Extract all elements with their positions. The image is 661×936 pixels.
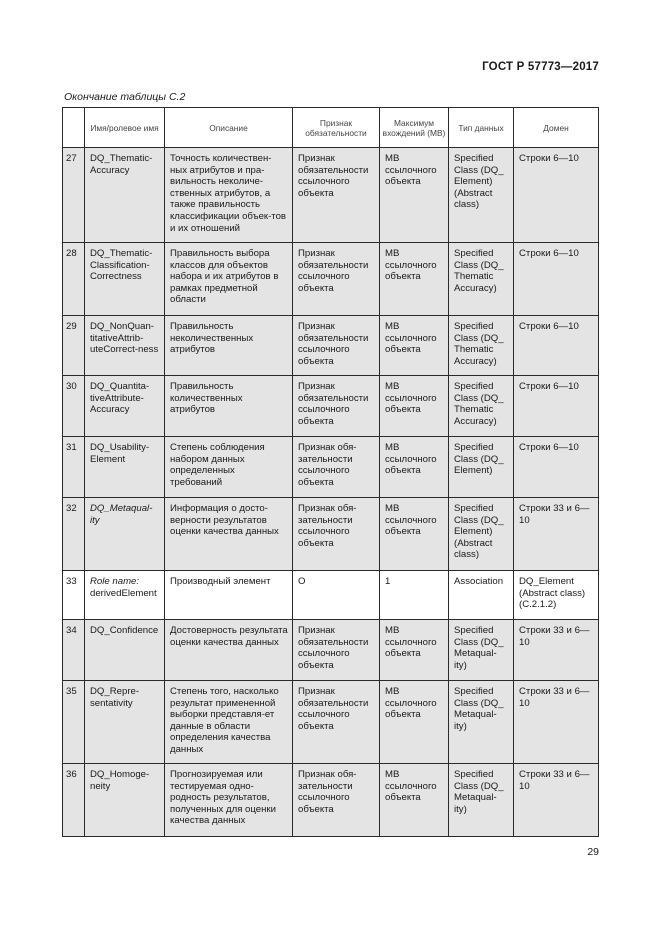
row-name: DQ_Thematic-Accuracy <box>85 148 165 243</box>
row-obligation: Признак обя-зательности ссылочного объекта <box>293 764 380 837</box>
row-number: 33 <box>63 571 85 620</box>
attributes-table <box>62 107 599 837</box>
row-number: 29 <box>63 316 85 376</box>
row-description: Информация о досто-верности результатов оценки качества данных <box>165 498 293 571</box>
col-header-domain: Домен <box>514 108 599 148</box>
row-domain: DQ_Element (Abstract class) (C.2.1.2) <box>514 571 599 620</box>
table-row <box>63 620 599 681</box>
row-max-occurrence: МВ ссылочного объекта <box>380 243 449 316</box>
row-number: 35 <box>63 681 85 764</box>
col-header-description: Описание <box>165 108 293 148</box>
row-domain: Строки 6—10 <box>514 437 599 498</box>
row-description: Степень соблюдения набором данных определенных требований <box>165 437 293 498</box>
row-number: 36 <box>63 764 85 837</box>
row-description: Точность количествен-ных атрибутов и пра-вильность неколиче-ственных атрибутов, а также правильность классификации объек-тов и их отношений <box>165 148 293 243</box>
row-name: derivedElement <box>90 587 157 599</box>
row-domain: Строки 6—10 <box>514 148 599 243</box>
row-obligation: Признак обязательности ссылочного объекта <box>293 243 380 316</box>
row-max-occurrence: МВ ссылочного объекта <box>380 764 449 837</box>
row-domain: Строки 33 и 6—10 <box>514 681 599 764</box>
row-description: Достоверность результата оценки качества данных <box>165 620 293 681</box>
page-number: 29 <box>587 846 599 858</box>
row-data-type: Specified Class (DQ_ Metaqual-ity) <box>449 620 514 681</box>
row-description: Прогнозируемая или тестируемая одно-родность результатов, полученных для оценки качества данных <box>165 764 293 837</box>
row-domain: Строки 33 и 6—10 <box>514 764 599 837</box>
row-obligation: Признак обязательности ссылочного объекта <box>293 316 380 376</box>
row-obligation: Признак обя-зательности ссылочного объекта <box>293 498 380 571</box>
row-number: 28 <box>63 243 85 316</box>
table-row <box>63 681 599 764</box>
row-data-type: Association <box>449 571 514 620</box>
row-name: DQ_Confidence <box>85 620 165 681</box>
row-data-type: Specified Class (DQ_ Thematic Accuracy) <box>449 243 514 316</box>
table-row <box>63 376 599 437</box>
col-header-number <box>63 108 85 148</box>
table-row <box>63 316 599 376</box>
row-domain: Строки 6—10 <box>514 316 599 376</box>
row-data-type: Specified Class (DQ_ Thematic Accuracy) <box>449 316 514 376</box>
table-row <box>63 498 599 571</box>
row-data-type: Specified Class (DQ_ Metaqual-ity) <box>449 764 514 837</box>
row-number: 31 <box>63 437 85 498</box>
row-max-occurrence: МВ ссылочного объекта <box>380 681 449 764</box>
row-obligation: Признак обязательности ссылочного объекта <box>293 681 380 764</box>
row-description: Правильность количественных атрибутов <box>165 376 293 437</box>
standard-number: ГОСТ Р 57773—2017 <box>482 61 599 73</box>
row-max-occurrence: 1 <box>380 571 449 620</box>
row-description: Производный элемент <box>165 571 293 620</box>
row-obligation: Признак обязательности ссылочного объекта <box>293 620 380 681</box>
row-number: 27 <box>63 148 85 243</box>
table-caption: Окончание таблицы C.2 <box>64 91 186 103</box>
col-header-name: Имя/ролевое имя <box>85 108 165 148</box>
row-obligation: Признак обя-зательности ссылочного объекта <box>293 437 380 498</box>
row-domain: Строки 6—10 <box>514 376 599 437</box>
col-header-obligation: Признак обязательности <box>293 108 380 148</box>
row-data-type: Specified Class (DQ_ Element) (Abstract class) <box>449 148 514 243</box>
row-name: DQ_Homoge-neity <box>85 764 165 837</box>
col-header-data-type: Тип данных <box>449 108 514 148</box>
col-header-max-occurrence: Максимум вхождений (МВ) <box>380 108 449 148</box>
table-row <box>63 571 599 620</box>
row-domain: Строки 33 и 6—10 <box>514 620 599 681</box>
row-domain: Строки 33 и 6—10 <box>514 498 599 571</box>
row-name: DQ_Quantita-tiveAttribute-Accuracy <box>85 376 165 437</box>
table-row <box>63 437 599 498</box>
row-obligation: O <box>293 571 380 620</box>
row-name: DQ_Thematic-Classification-Correctness <box>85 243 165 316</box>
row-description: Правильность неколичественных атрибутов <box>165 316 293 376</box>
table-header-row <box>63 108 599 148</box>
row-max-occurrence: МВ ссылочного объекта <box>380 498 449 571</box>
row-domain: Строки 6—10 <box>514 243 599 316</box>
row-max-occurrence: МВ ссылочного объекта <box>380 316 449 376</box>
row-number: 30 <box>63 376 85 437</box>
row-name: DQ_NonQuan-titativeAttrib-uteCorrect-ness <box>85 316 165 376</box>
row-data-type: Specified Class (DQ_ Metaqual-ity) <box>449 681 514 764</box>
row-data-type: Specified Class (DQ_ Thematic Accuracy) <box>449 376 514 437</box>
row-name: DQ_Metaqual-ity <box>85 498 165 571</box>
row-number: 34 <box>63 620 85 681</box>
row-max-occurrence: МВ ссылочного объекта <box>380 376 449 437</box>
row-max-occurrence: МВ ссылочного объекта <box>380 148 449 243</box>
row-data-type: Specified Class (DQ_ Element) (Abstract class) <box>449 498 514 571</box>
row-obligation: Признак обязательности ссылочного объекта <box>293 376 380 437</box>
row-max-occurrence: МВ ссылочного объекта <box>380 620 449 681</box>
row-name-cell <box>85 571 165 620</box>
role-name-label: Role name: <box>90 576 140 587</box>
row-name: DQ_Repre-sentativity <box>85 681 165 764</box>
row-name: DQ_Usability-Element <box>85 437 165 498</box>
row-obligation: Признак обязательности ссылочного объекта <box>293 148 380 243</box>
row-number: 32 <box>63 498 85 571</box>
row-description: Правильность выбора классов для объектов набора и их атрибутов в рамках предметной области <box>165 243 293 316</box>
table-row <box>63 243 599 316</box>
row-max-occurrence: МВ ссылочного объекта <box>380 437 449 498</box>
row-data-type: Specified Class (DQ_ Element) <box>449 437 514 498</box>
row-description: Степень того, насколько результат примененной выборки представля-ет данные в области определения качества данных <box>165 681 293 764</box>
table-row <box>63 148 599 243</box>
table-row <box>63 764 599 837</box>
